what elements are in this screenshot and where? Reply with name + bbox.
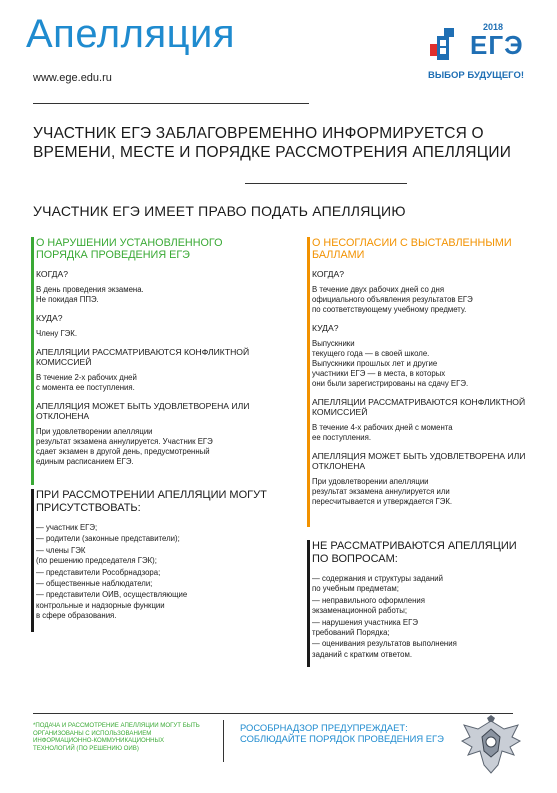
footer-warning: РОСОБРНАДЗОР ПРЕДУПРЕЖДАЕТ: СОБЛЮДАЙТЕ ПОРЯДОК ПРОВЕДЕНИЯ ЕГЭ <box>240 722 444 744</box>
list-item: — родители (законные представители); <box>36 534 180 544</box>
list-item: — содержания и структуры заданий по учебным предметам; <box>312 574 443 594</box>
question: КОГДА? <box>312 269 345 279</box>
list-item: — участник ЕГЭ; <box>36 523 98 532</box>
list-item: — неправильного оформления экзаменационной работы; <box>312 595 425 616</box>
ege-logo-icon <box>428 26 468 66</box>
violation-title: О НАРУШЕНИИ УСТАНОВЛЕННОГО ПОРЯДКА ПРОВЕДЕНИЯ ЕГЭ <box>36 237 223 261</box>
not-considered-block <box>312 540 532 661</box>
question: КУДА? <box>312 323 339 333</box>
answer: Члену ГЭК. <box>36 329 77 338</box>
present-list <box>36 523 268 622</box>
divider <box>245 183 407 184</box>
answer: В течение двух рабочих дней со дня официального объявления результатов ЕГЭ по соответствующему учебному предмету. <box>312 285 473 314</box>
footer-divider <box>33 713 513 714</box>
accent-bar-dark <box>31 489 34 632</box>
list-item: — общественные наблюдатели; <box>36 579 153 589</box>
logo-slogan: ВЫБОР БУДУЩЕГО! <box>428 70 524 81</box>
lead-text: УЧАСТНИК ЕГЭ ЗАБЛАГОВРЕМЕННО ИНФОРМИРУЕТСЯ О ВРЕМЕНИ, МЕСТЕ И ПОРЯДКЕ РАССМОТРЕНИЯ АПЕЛЛЯЦИИ <box>33 125 512 161</box>
question: АПЕЛЛЯЦИЯ МОЖЕТ БЫТЬ УДОВЛЕТВОРЕНА ИЛИ ОТКЛОНЕНА <box>36 401 250 421</box>
answer: В день проведения экзамена. Не покидая ППЭ. <box>36 285 144 304</box>
answer: Выпускники текущего года — в своей школе. Выпускники прошлых лет и другие участники ЕГЭ — в места, в которых они были зарегистрированы на сдачу ЕГЭ. <box>312 339 469 388</box>
list-item: — представители Рособрнадзора; <box>36 567 161 577</box>
not-considered-list <box>312 574 532 660</box>
site-url[interactable]: www.ege.edu.ru <box>33 72 112 84</box>
list-item: — оценивания результатов выполнения заданий с кратким ответом. <box>312 639 457 659</box>
question: АПЕЛЛЯЦИИ РАССМАТРИВАЮТСЯ КОНФЛИКТНОЙ КОМИССИЕЙ <box>312 397 526 417</box>
list-item: — нарушения участника ЕГЭ требований Порядка; <box>312 617 418 638</box>
answer: При удовлетворении апелляции результат экзамена аннулируется. Участник ЕГЭ сдает экзамен в другой день, предусмотренный единым расписанием ЕГЭ. <box>36 427 213 466</box>
accent-bar-orange <box>307 237 310 527</box>
answer: При удовлетворении апелляции результат экзамена аннулируется или пересчитывается и утверждается ГЭК. <box>312 477 453 506</box>
footer-separator <box>223 720 224 762</box>
disagreement-column <box>312 237 532 507</box>
ege-logo <box>424 20 534 86</box>
logo-year: 2018 <box>483 22 504 32</box>
accent-bar-green <box>31 237 34 485</box>
question: КУДА? <box>36 313 63 323</box>
section-heading: УЧАСТНИК ЕГЭ ИМЕЕТ ПРАВО ПОДАТЬ АПЕЛЛЯЦИЮ <box>33 203 406 219</box>
present-heading: ПРИ РАССМОТРЕНИИ АПЕЛЛЯЦИИ МОГУТ ПРИСУТСТВОВАТЬ: <box>36 489 267 514</box>
disagreement-title: О НЕСОГЛАСИИ С ВЫСТАВЛЕННЫМИ БАЛЛАМИ <box>312 237 512 261</box>
violation-column <box>36 237 268 467</box>
rosobrnadzor-emblem-icon <box>458 715 524 777</box>
question: КОГДА? <box>36 269 69 279</box>
answer: В течение 4-х рабочих дней с момента ее поступления. <box>312 423 453 442</box>
accent-bar-dark <box>307 540 310 667</box>
present-block <box>36 489 268 623</box>
list-item: — члены ГЭК (по решению председателя ГЭК); <box>36 545 157 566</box>
page-title: Апелляция <box>26 12 236 56</box>
answer: В течение 2-х рабочих дней с момента ее поступления. <box>36 373 137 392</box>
list-item: — представители ОИВ, осуществляющие контрольные и надзорные функции в сфере образования. <box>36 590 188 621</box>
logo-name: ЕГЭ <box>470 30 524 60</box>
footer-note: *ПОДАЧА И РАССМОТРЕНИЕ АПЕЛЛЯЦИИ МОГУТ БЫТЬ ОРГАНИЗОВАНЫ С ИСПОЛЬЗОВАНИЕМ ИНФОРМАЦИОННО-КОММУНИКАЦИОННЫХ ТЕХНОЛОГИЙ (ПО РЕШЕНИЮ ОИВ) <box>33 722 200 752</box>
divider <box>33 103 309 104</box>
not-considered-heading: НЕ РАССМАТРИВАЮТСЯ АПЕЛЛЯЦИИ ПО ВОПРОСАМ: <box>312 540 517 565</box>
question: АПЕЛЛЯЦИИ РАССМАТРИВАЮТСЯ КОНФЛИКТНОЙ КОМИССИЕЙ <box>36 347 250 367</box>
question: АПЕЛЛЯЦИЯ МОЖЕТ БЫТЬ УДОВЛЕТВОРЕНА ИЛИ ОТКЛОНЕНА <box>312 451 526 471</box>
